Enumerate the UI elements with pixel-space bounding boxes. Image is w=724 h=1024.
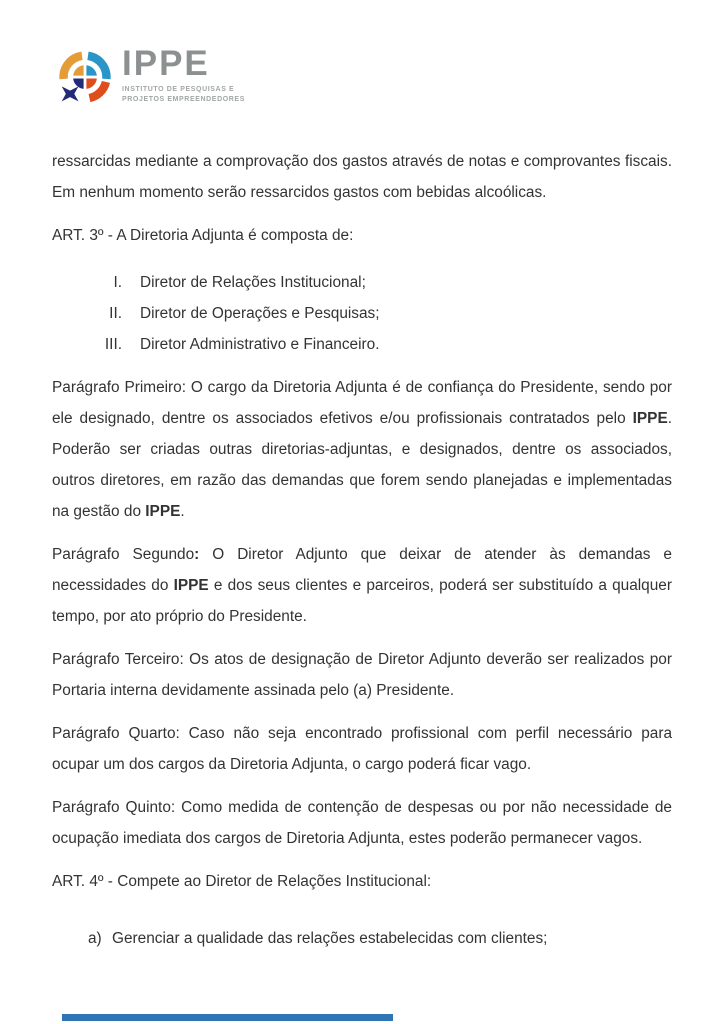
list-item-marker: a) <box>88 930 102 947</box>
list-item-text: Diretor Administrativo e Financeiro. <box>140 336 380 353</box>
footer-blue-bar <box>62 1014 393 1021</box>
list-item-marker: II. <box>109 305 122 322</box>
ippe-logo-icon <box>57 44 113 112</box>
list-item <box>52 923 672 954</box>
list-item-text: Diretor de Operações e Pesquisas; <box>140 305 380 322</box>
logo-tagline-line1: INSTITUTO DE PESQUISAS E <box>122 86 235 93</box>
paragrafo-terceiro: Parágrafo Terceiro: Os atos de designação de Diretor Adjunto deverão ser realizados por Portaria interna devidamente assinada pelo (a) Presidente. <box>52 651 672 699</box>
document-body <box>52 146 672 954</box>
paragrafo-quinto: Parágrafo Quinto: Como medida de contenção de despesas ou por não necessidade de ocupação imediata dos cargos de Diretoria Adjunta, estes poderão permanecer vagos. <box>52 799 672 847</box>
art3-heading: ART. 3º - A Diretoria Adjunta é composta de: <box>52 227 354 244</box>
list-item <box>52 329 672 360</box>
intro-paragraph: ressarcidas mediante a comprovação dos gastos através de notas e comprovantes fiscais. Em nenhum momento serão ressarcidos gastos com bebidas alcoólicas. <box>52 153 672 201</box>
logo <box>57 44 245 112</box>
logo-tagline <box>122 85 245 105</box>
list-item-text: Diretor de Relações Institucional; <box>140 274 366 291</box>
logo-text <box>122 44 245 105</box>
list-item-marker: I. <box>113 274 122 291</box>
logo-wordmark: IPPE <box>122 44 210 83</box>
list-item <box>52 267 672 298</box>
list-item-text: Gerenciar a qualidade das relações estabelecidas com clientes; <box>112 930 548 947</box>
paragrafo-quarto: Parágrafo Quarto: Caso não seja encontrado profissional com perfil necessário para ocupar um dos cargos da Diretoria Adjunta, o cargo poderá ficar vago. <box>52 725 672 773</box>
roman-list <box>52 263 672 360</box>
alpha-list <box>52 909 672 954</box>
logo-tagline-line2: PROJETOS EMPREENDEDORES <box>122 96 245 104</box>
paragrafo-segundo: Parágrafo Segundo: O Diretor Adjunto que deixar de atender às demandas e necessidades do IPPE e dos seus clientes e parceiros, poderá ser substituído a qualquer tempo, por ato próprio do Presidente. <box>52 546 672 625</box>
list-item-marker: III. <box>104 336 122 353</box>
art4-heading: ART. 4º - Compete ao Diretor de Relações Institucional: <box>52 873 432 890</box>
paragrafo-primeiro: Parágrafo Primeiro: O cargo da Diretoria Adjunta é de confiança do Presidente, sendo por ele designado, dentre os associados efetivos e/ou profissionais contratados pelo IPPE. Poderão ser criadas outras diretorias-adjuntas, e designados, dentre os associados, outros diretores, em razão das demandas que forem sendo planejadas e implementadas na gestão do IPPE. <box>52 379 672 520</box>
list-item <box>52 298 672 329</box>
